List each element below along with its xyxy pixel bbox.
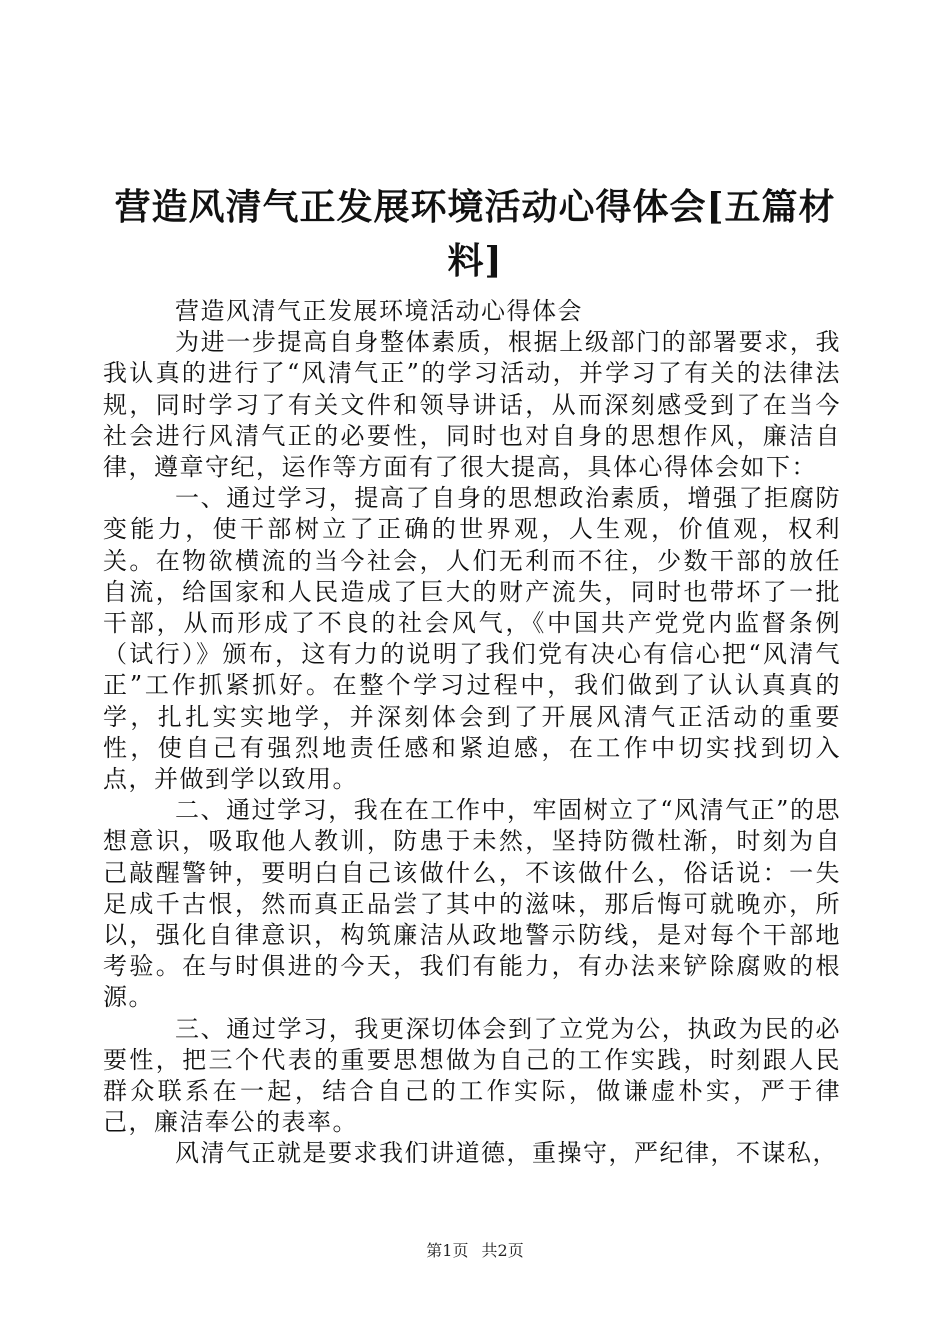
body-paragraph-4: 风清气正就是要求我们讲道德，重操守，严纪律，不谋私， (175, 1139, 838, 1168)
body-paragraph-1: 一、通过学习，提高了自身的思想政治素质，增强了拒腐防变能力，使干部树立了正确的世界观，人生观，价值观，权利关。在物欲横流的当今社会，人们无利而不往，少数干部的放任自流，给国家和人民造成了巨大的财产流失，同时也带坏了一批干部，从而形成了不良的社会风气，《中国共产党党内监督条例（试行）》颁布，这有力的说明了我们党有决心有信心把“风清气正”工作抓紧抓好。在整个学习过程中，我们做到了认认真真的学，扎扎实实地学，并深刻体会到了开展风清气正活动的重要性，使自己有强烈地责任感和紧迫感，在工作中切实找到切入点，并做到学以致用。 (103, 484, 841, 794)
page-number-total: 共2页 (481, 1241, 524, 1260)
document-title: 营造风清气正发展环境活动心得体会[五篇材料] (114, 186, 836, 282)
body-paragraph-2: 二、通过学习，我在在工作中，牢固树立了“风清气正”的思想意识，吸取他人教训，防患于未然，坚持防微杜渐，时刻为自己敲醒警钟，要明白自己该做什么，不该做什么，俗话说：一失足成千古恨，然而真正品尝了其中的滋味，那后悔可就晚亦，所以，强化自律意识，构筑廉洁从政地警示防线，是对每个干部地考验。在与时俱进的今天，我们有能力，有办法来铲除腐败的根源。 (103, 796, 841, 1012)
body-paragraph-intro: 为进一步提高自身整体素质，根据上级部门的部署要求，我我认真的进行了“风清气正”的学习活动，并学习了有关的法律法规，同时学习了有关文件和领导讲话，从而深刻感受到了在当今社会进行风清气正的必要性，同时也对自身的思想作风，廉洁自律，遵章守纪，运作等方面有了很大提高，具体心得体会如下： (103, 328, 841, 482)
page-number-current: 第1页 (426, 1241, 469, 1260)
document-body (103, 296, 841, 1170)
body-paragraph-3: 三、通过学习，我更深切体会到了立党为公，执政为民的必要性，把三个代表的重要思想做为自己的工作实践，时刻跟人民群众联系在一起，结合自己的工作实际，做谦虚朴实，严于律己，廉洁奉公的表率。 (103, 1014, 841, 1137)
page-footer (0, 1240, 950, 1262)
subtitle-paragraph: 营造风清气正发展环境活动心得体会 (175, 297, 583, 325)
